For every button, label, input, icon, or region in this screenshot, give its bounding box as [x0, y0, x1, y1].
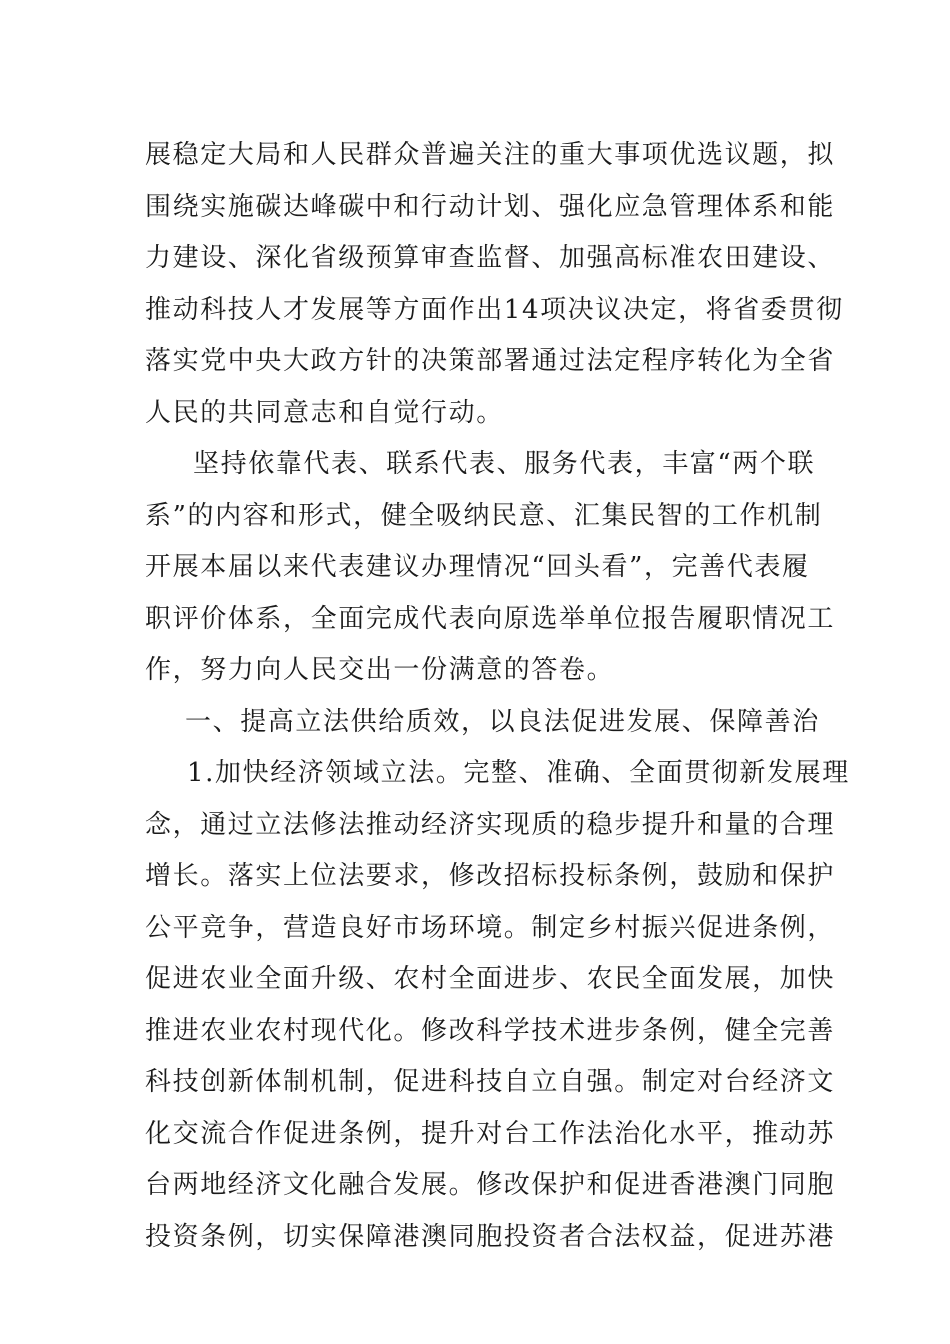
text-line: 科技创新体制机制，促进科技自立自强。制定对台经济文: [145, 1067, 836, 1097]
text-line: 展稳定大局和人民群众普遍关注的重大事项优选议题，拟: [145, 140, 836, 170]
paragraph-start-line: 1.加快经济领域立法。完整、准确、全面贯彻新发展理: [187, 758, 850, 788]
text-line: 增长。落实上位法要求，修改招标投标条例，鼓励和保护: [145, 861, 836, 891]
text-line: 围绕实施碳达峰碳中和行动计划、强化应急管理体系和能: [145, 191, 836, 222]
text-line: 促进农业全面升级、农村全面进步、农民全面发展，加快: [145, 964, 836, 994]
text-line: 推动科技人才发展等方面作出14项决议决定，将省委贯彻: [145, 294, 844, 325]
text-line: 开展本届以来代表建议办理情况“回头看”，完善代表履: [145, 552, 810, 582]
document-body: [145, 130, 850, 1263]
section-heading: 一、提高立法供给质效，以良法促进发展、保障善治: [185, 706, 820, 737]
text-line: 落实党中央大政方针的决策部署通过法定程序转化为全省: [145, 346, 836, 376]
text-line: 人民的共同意志和自觉行动。: [145, 397, 504, 428]
text-line: 力建设、深化省级预算审查监督、加强高标准农田建设、: [145, 243, 836, 273]
text-line: 作，努力向人民交出一份满意的答卷。: [145, 655, 615, 685]
text-line: 公平竞争，营造良好市场环境。制定乡村振兴促进条例，: [145, 912, 836, 943]
text-line: 化交流合作促进条例，提升对台工作法治化水平，推动苏: [145, 1118, 836, 1149]
text-line: 念，通过立法修法推动经济实现质的稳步提升和量的合理: [145, 809, 836, 840]
paragraph-start-line: 坚持依靠代表、联系代表、服务代表，丰富“两个联: [193, 449, 816, 479]
text-line: 职评价体系，全面完成代表向原选举单位报告履职情况工: [145, 603, 836, 634]
text-line: 系”的内容和形式，健全吸纳民意、汇集民智的工作机制: [145, 500, 823, 531]
text-line: 投资条例，切实保障港澳同胞投资者合法权益，促进苏港: [145, 1221, 836, 1252]
text-line: 台两地经济文化融合发展。修改保护和促进香港澳门同胞: [145, 1170, 836, 1200]
text-line: 推进农业农村现代化。修改科学技术进步条例，健全完善: [145, 1015, 836, 1046]
